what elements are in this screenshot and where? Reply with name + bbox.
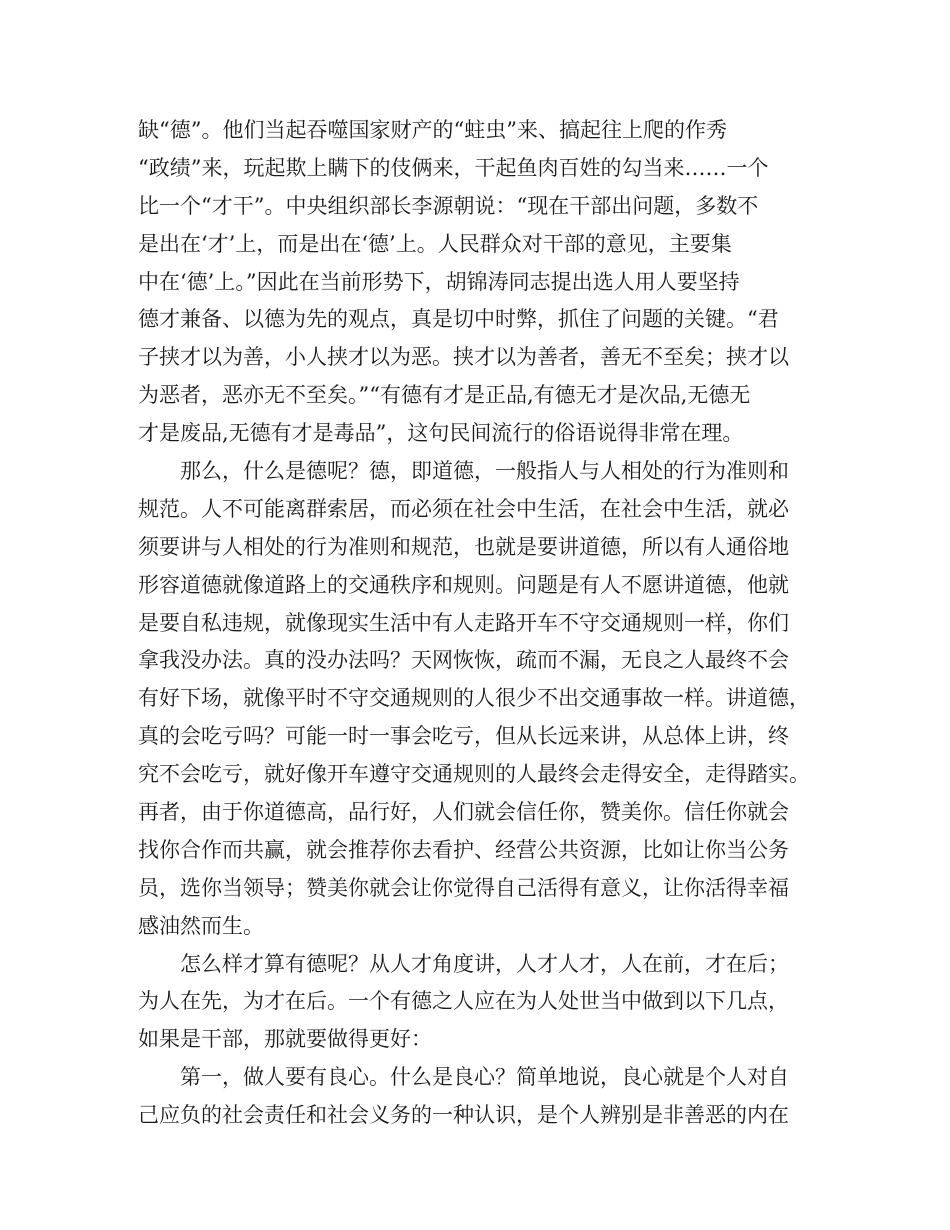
text-line: 为恶者，恶亦无不至矣。”“有德有才是正品,有德无才是次品,无德无 <box>138 383 751 408</box>
paragraph-first-line: 第一，做人要有良心。什么是良心？简单地说，良心就是个人对自 <box>180 1065 789 1090</box>
text-line: 形容道德就像道路上的交通秩序和规则。问题是有人不愿讲道德，他就 <box>138 572 789 597</box>
text-line: 感油然而生。 <box>138 913 264 938</box>
text-line: 中在‘德’上。”因此在当前形势下，胡锦涛同志提出选人用人要坚持 <box>138 269 740 294</box>
text-line: 规范。人不可能离群索居，而必须在社会中生活，在社会中生活，就必 <box>138 496 789 521</box>
text-line: 是出在‘才’上，而是出在‘德’上。人民群众对干部的意见，主要集 <box>138 231 732 256</box>
text-line: 有好下场，就像平时不守交通规则的人很少不出交通事故一样。讲道德， <box>138 686 810 711</box>
text-line: 缺“德”。他们当起吞噬国家财产的“蛀虫”来、搞起往上爬的作秀 <box>138 118 727 142</box>
text-line: 如果是干部，那就要做得更好： <box>138 1027 432 1052</box>
text-line: 才是废品,无德有才是毒品”，这句民间流行的俗语说得非常在理。 <box>138 421 744 446</box>
paragraph-first-line: 那么，什么是德呢？德，即道德，一般指人与人相处的行为准则和 <box>180 459 789 484</box>
text-line: 是要自私违规，就像现实生活中有人走路开车不守交通规则一样，你们 <box>138 610 789 635</box>
text-line: 拿我没办法。真的没办法吗？天网恢恢，疏而不漏，无良之人最终不会 <box>138 648 789 673</box>
text-line: 德才兼备、以德为先的观点，真是切中时弊，抓住了问题的关键。“君 <box>138 307 779 332</box>
text-line: 员，选你当领导；赞美你就会让你觉得自己活得有意义，让你活得幸福 <box>138 875 789 900</box>
text-line: 再者，由于你道德高，品行好，人们就会信任你，赞美你。信任你就会 <box>138 800 789 825</box>
text-line: 为人在先，为才在后。一个有德之人应在为人处世当中做到以下几点， <box>138 989 789 1014</box>
paragraph-first-line: 怎么样才算有德呢？从人才角度讲，人才人才，人在前，才在后； <box>180 951 789 976</box>
text-line: 子挟才以为善，小人挟才以为恶。挟才以为善者，善无不至矣；挟才以 <box>138 345 789 370</box>
text-line: 找你合作而共赢，就会推荐你去看护、经营公共资源，比如让你当公务 <box>138 837 789 862</box>
text-line: 究不会吃亏，就好像开车遵守交通规则的人最终会走得安全，走得踏实。 <box>138 762 810 787</box>
text-line: 真的会吃亏吗？可能一时一事会吃亏，但从长远来讲，从总体上讲，终 <box>138 724 789 749</box>
text-line: 比一个“才干”。中央组织部长李源朝说：“现在干部出问题，多数不 <box>138 193 759 218</box>
text-line: 须要讲与人相处的行为准则和规范，也就是要讲道德，所以有人通俗地 <box>138 534 789 559</box>
document-body <box>138 112 828 1135</box>
text-line: “政绩”来，玩起欺上瞒下的伎俩来，干起鱼肉百姓的勾当来……一个 <box>138 155 769 180</box>
text-line: 己应负的社会责任和社会义务的一种认识，是个人辨别是非善恶的内在 <box>138 1103 789 1128</box>
